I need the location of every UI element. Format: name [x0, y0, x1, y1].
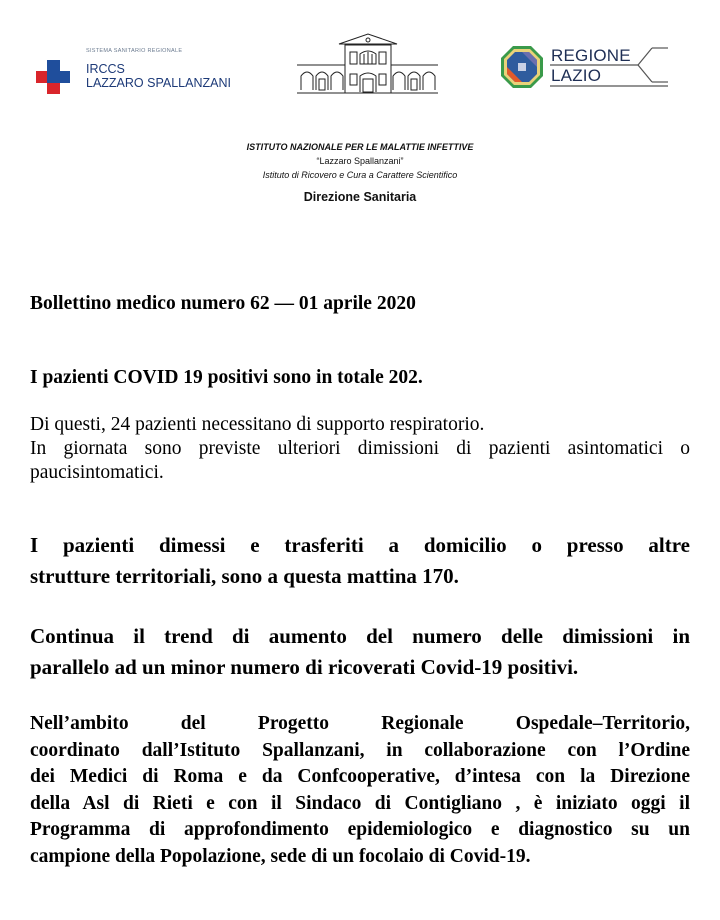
- logo-word-lazio: LAZIO: [551, 66, 602, 85]
- institution-description: Istituto di Ricovero e Cura a Carattere Scientifico: [262, 170, 458, 180]
- project-line-1: Nell’ambito del Progetto Regionale Ospedale–Territorio,: [30, 713, 690, 734]
- project-line-5: Programma di approfondimento epidemiologico e diagnostico su un: [30, 819, 690, 840]
- building-facade-icon: [295, 32, 440, 100]
- logo-line-name: LAZZARO SPALLANZANI: [86, 76, 231, 90]
- project-line-6: campione della Popolazione, sede di un focolaio di Covid-19.: [30, 845, 531, 867]
- department-name: Direzione Sanitaria: [303, 190, 417, 204]
- respiratory-support-text: Di questi, 24 pazienti necessitano di supporto respiratorio.: [30, 414, 485, 435]
- regional-project-paragraph: [30, 711, 690, 870]
- respiratory-support-paragraph: [30, 413, 690, 485]
- trend-line-1: Continua il trend di aumento del numero delle dimissioni in: [30, 624, 690, 648]
- logo-subtitle: SISTEMA SANITARIO REGIONALE: [86, 48, 183, 54]
- institution-quote: “Lazzaro Spallanzani”: [316, 156, 404, 166]
- trend-paragraph: [30, 621, 690, 683]
- project-line-2: coordinato dall’Istituto Spallanzani, in collaborazione con l’Ordine: [30, 739, 690, 761]
- project-line-3: dei Medici di Roma e da Confcooperative, d’intesa con la Direzione: [30, 766, 690, 787]
- institution-name: ISTITUTO NAZIONALE PER LE MALATTIE INFETTIVE: [246, 142, 474, 152]
- regione-lazio-logo: [500, 44, 672, 92]
- planned-discharges-line-1: In giornata sono previste ulteriori dimissioni di pazienti asintomatici o: [30, 438, 690, 459]
- discharged-patients-paragraph: [30, 530, 690, 592]
- trend-line-2: parallelo ad un minor numero di ricoverati Covid-19 positivi.: [30, 655, 579, 679]
- logo-word-regione: REGIONE: [551, 46, 631, 65]
- discharged-line-1: I pazienti dimessi e trasferiti a domicilio o presso altre: [30, 533, 690, 557]
- irccs-spallanzani-logo: [36, 48, 231, 98]
- total-positive-patients: I pazienti COVID 19 positivi sono in totale 202.: [30, 367, 423, 388]
- logo-line-irccs: IRCCS: [86, 62, 125, 76]
- planned-discharges-line-2: paucisintomatici.: [30, 462, 164, 483]
- project-line-4: della Asl di Rieti e con il Sindaco di Contigliano , è iniziato oggi il: [30, 792, 690, 814]
- bulletin-title: Bollettino medico numero 62 — 01 aprile 2020: [30, 293, 416, 314]
- discharged-line-2: strutture territoriali, sono a questa mattina 170.: [30, 564, 459, 588]
- medical-cross-icon: [36, 60, 70, 94]
